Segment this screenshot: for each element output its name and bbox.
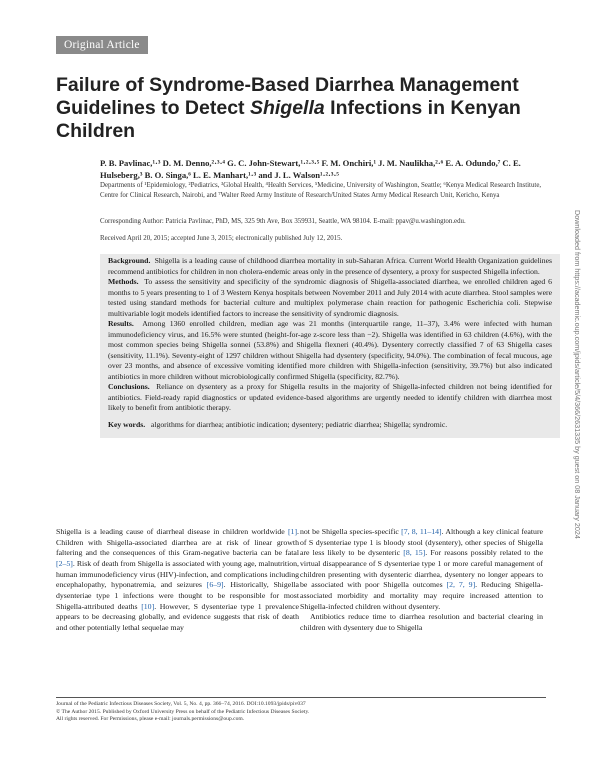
page-footer	[56, 697, 546, 724]
keywords-label: Key words.	[108, 419, 146, 429]
text-run: Shigella is a leading cause of diarrheal disease in children worldwide	[56, 527, 288, 536]
text-run: . Although a key clinical feature of S dysenteriae type 1 is bloody stool (dysentery), other species of Shigella are less likely to be dysenteric	[300, 527, 543, 558]
citation-link[interactable]: [2, 7, 9]	[446, 580, 476, 590]
text-run: . Reducing Shigella-associated morbidity and mortality may require increased attention to Shigella-infected children without dysentery.	[300, 580, 543, 611]
citation-link[interactable]: [1]	[287, 527, 298, 536]
journal-citation: Journal of the Pediatric Infectious Diseases Society, Vol. 5, No. 4, pp. 366–74, 2016. DOI:10.1093/jpids/piv037	[56, 701, 306, 707]
citation-link[interactable]: [6–9]	[206, 580, 224, 590]
citation-link[interactable]: [2–5]	[56, 558, 73, 568]
paragraph	[56, 527, 299, 634]
received-dates: Received April 20, 2015; accepted June 3, 2015; electronically published July 12, 2015.	[100, 235, 343, 242]
paragraph: Antibiotics reduce time to diarrhea resolution and bacterial clearing in children with dysentery due to Shigella	[300, 612, 543, 632]
paragraph	[300, 527, 543, 612]
copyright-line: © The Author 2015. Published by Oxford University Press on behalf of the Pediatric Infectious Diseases Society.	[56, 708, 310, 715]
conclusions-label: Conclusions.	[108, 382, 150, 391]
background-label: Background.	[108, 256, 151, 265]
abstract-keywords	[108, 420, 552, 431]
abstract-box	[100, 254, 560, 438]
section-tag: Original Article	[56, 36, 148, 54]
affiliations: Departments of ¹Epidemiology, ²Pediatrics, ³Global Health, ⁴Health Services, ⁵Medicine, University of Washington, Seattle; ⁶Kenya Medical Research Institute, Centre for Clinical Research, Nairobi, and ⁷Walter Reed Army Institute of Research/United States Army Medical Research Unit, Kericho, Kenya	[100, 182, 542, 199]
article-title	[56, 74, 536, 143]
methods-text: To assess the sensitivity and specificity of the syndromic diagnosis of Shigella-associated diarrhea, we enrolled children aged 6 months to 5 years presenting to 1 of 3 Western Kenya hospitals between November 2011 and July 2014 with acute diarrhea. Stool samples were tested using standard methods for bacterial culture and multiplex polymerase chain reaction for pathogenic Escherichia coli. Stepwise multivariable logit models identified factors to increase the sensitivity of syndromic diagnosis.	[108, 277, 552, 318]
text-run: . Risk of death from Shigella is associated with young age, malnutrition, human immunodeficiency virus (HIV)-infection, and complications including encephalopathy, hyponatremia, and seizures	[56, 558, 299, 590]
keywords-text: algorithms for diarrhea; antibiotic indication; dysentery; pediatric diarrhea; Shigella; syndromic.	[150, 419, 448, 429]
results-label: Results.	[108, 319, 134, 328]
title-part2: Infections in Kenyan Children	[56, 97, 521, 142]
citation-link[interactable]: [8, 15]	[403, 548, 426, 558]
body-column-right	[300, 527, 543, 634]
citation-link[interactable]: [7, 8, 11–14]	[401, 527, 442, 536]
abstract-results	[108, 319, 552, 382]
text-run: . For reasons possibly related to the virtual disappearance of S dysenteriae type 1 or more careful management of children presenting with dysenteric diarrhea, dysentery no longer appears to be associated with poor Shigella outcomes	[300, 548, 543, 590]
citation-link[interactable]: [10]	[141, 601, 155, 611]
background-text: Shigella is a leading cause of childhood diarrhea mortality in sub-Saharan Africa. Current World Health Organization guidelines recommend antibiotics for children in non cholera-endemic areas only in the presence of dysentery, a proxy for suspected Shigella infection.	[108, 256, 553, 276]
corresponding-author: Corresponding Author: Patricia Pavlinac, PhD, MS, 325 9th Ave, Box 359931, Seattle, WA 98104. E-mail: ppav@u.washington.edu.	[100, 218, 466, 225]
body-column-left	[56, 527, 299, 634]
conclusions-text: Reliance on dysentery as a proxy for Shigella results in the majority of Shigella-infected children not being identified for antibiotics. Field-ready rapid diagnostics or updated evidence-based algorithms are urgently needed to identify children with diarrhea most likely to benefit from antibiotic therapy.	[108, 382, 553, 412]
title-part1: Failure of Syndrome-Based Diarrhea Management Guidelines to Detect	[56, 74, 519, 119]
author-list: P. B. Pavlinac,¹·³ D. M. Denno,²·³·⁴ G. C. John-Stewart,¹·²·³·⁵ F. M. Onchiri,¹ J. M. Naulikha,²·⁶ E. A. Odundo,⁷ C. E. Hulseberg,³ B. O. Singa,⁶ L. E. Manhart,¹·³ and J. L. Walson¹·²·³·⁵	[100, 158, 521, 181]
download-watermark	[572, 210, 584, 720]
results-text: Among 1360 enrolled children, median age was 21 months (interquartile range, 11–37), 3.4% were infected with human immunodeficiency virus, and 16.5% were stunted (height-for-age z-score less than −2). Shigella was identified in 63 children (4.6%), with the most common species being Shigella sonnei (53.8%) and Shigella flexneri (40.4%). Dysentery correctly classified 7 of 63 Shigella cases (sensitivity, 11.1%). Seventy-eight of 1297 children without Shigella had dysentery (specificity, 94.0%). The combination of fecal mucous, age over 23 months, and absence of excessive vomiting identified more children with Shigella-infection (sensitivity, 39.7%) but also indicated antibiotics in more children without microbiologically confirmed Shigella (specificity, 82.7%).	[108, 319, 553, 381]
text-run: . However, S dysenteriae type 1 prevalence appears to be decreasing globally, and evidence suggests that risk of death and other potentially lethal sequelae may	[56, 601, 299, 632]
text-run: not be Shigella species-specific	[300, 527, 402, 536]
title-italic: Shigella	[249, 97, 325, 119]
text-run: . Children with Shigella-associated diarrhea are at risk of linear growth faltering and the consequences of this Gram-negative bacteria can be fatal	[56, 527, 299, 558]
permissions-line: All rights reserved. For Permissions, please e-mail: journals.permissions@oup.com.	[56, 716, 245, 723]
download-note: Downloaded from https://academic.oup.com/jpids/article/5/4/366/2631335 by guest on 08 January 2024	[573, 210, 582, 539]
abstract-background	[108, 256, 552, 277]
methods-label: Methods.	[108, 277, 139, 286]
abstract-conclusions	[108, 382, 552, 414]
abstract-methods	[108, 277, 552, 319]
text-run: . Historically, Shigella dysenteriae type 1 infections were thought to be responsible for most Shigella-attributed deaths	[56, 580, 299, 611]
